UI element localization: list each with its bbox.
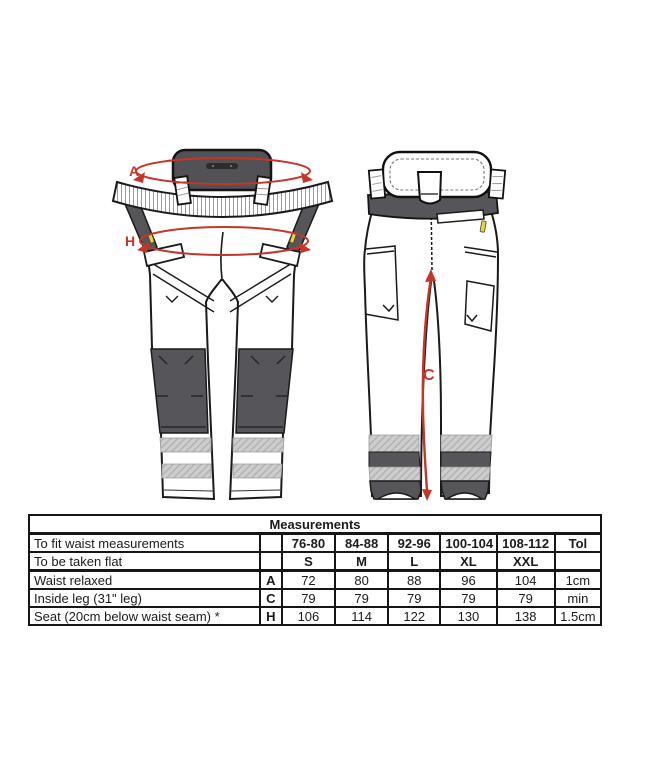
table-row-seat — [29, 607, 601, 625]
tol-cell: min — [555, 589, 601, 607]
back-centre-belt-loop — [418, 172, 441, 204]
measure-value: 96 — [440, 571, 496, 590]
table-title: Measurements — [29, 515, 601, 534]
measure-value: 130 — [440, 607, 496, 625]
tol-cell — [555, 552, 601, 571]
knee-pad-right — [236, 349, 293, 433]
measurements-table — [28, 514, 602, 626]
back-leg-bands — [369, 435, 492, 499]
measure-value: 104 — [497, 571, 555, 590]
row-code: C — [260, 589, 282, 607]
size-letter: S — [282, 552, 335, 571]
back-belt-loop-right — [489, 169, 505, 198]
inside-leg-measure-label-c: C — [423, 367, 435, 384]
table-row-to-fit-waist — [29, 534, 601, 553]
size-header: 76-80 — [282, 534, 335, 553]
measure-value: 122 — [388, 607, 440, 625]
measure-value: 88 — [388, 571, 440, 590]
measure-value: 79 — [388, 589, 440, 607]
size-header: 100-104 — [440, 534, 496, 553]
front-hem-stitching — [164, 490, 280, 491]
table-row-inside-leg — [29, 589, 601, 607]
front-belt-loop-right — [254, 176, 271, 205]
row-label: Waist relaxed — [29, 571, 260, 590]
front-belt-loop-left — [174, 176, 191, 205]
row-label: Seat (20cm below waist seam) * — [29, 607, 260, 625]
measure-value: 72 — [282, 571, 335, 590]
measure-value: 80 — [335, 571, 388, 590]
trousers-front-view — [113, 150, 332, 499]
size-letter: XL — [440, 552, 496, 571]
size-letter: L — [388, 552, 440, 571]
back-belt-loop-left — [369, 169, 385, 198]
table-row-taken-flat — [29, 552, 601, 571]
measure-value: 79 — [335, 589, 388, 607]
size-header: 108-112 — [497, 534, 555, 553]
measure-value: 114 — [335, 607, 388, 625]
measure-value: 106 — [282, 607, 335, 625]
row-code — [260, 534, 282, 553]
tol-cell: 1.5cm — [555, 607, 601, 625]
table-row-waist-relaxed — [29, 571, 601, 590]
size-header: 92-96 — [388, 534, 440, 553]
size-letter: XXL — [497, 552, 555, 571]
row-label: To fit waist measurements — [29, 534, 260, 553]
size-letter: M — [335, 552, 388, 571]
row-label: Inside leg (31" leg) — [29, 589, 260, 607]
row-code: H — [260, 607, 282, 625]
measure-value: 138 — [497, 607, 555, 625]
tol-cell: 1cm — [555, 571, 601, 590]
knee-pad-left — [151, 349, 208, 433]
measure-value: 79 — [440, 589, 496, 607]
tol-header: Tol — [555, 534, 601, 553]
waist-measure-label-a: A — [129, 163, 140, 179]
row-label: To be taken flat — [29, 552, 260, 571]
size-header: 84-88 — [335, 534, 388, 553]
row-code: A — [260, 571, 282, 590]
trousers-back-view — [364, 152, 505, 501]
hip-measure-label-h: H — [125, 233, 136, 249]
measure-value: 79 — [497, 589, 555, 607]
row-code — [260, 552, 282, 571]
measure-value: 79 — [282, 589, 335, 607]
